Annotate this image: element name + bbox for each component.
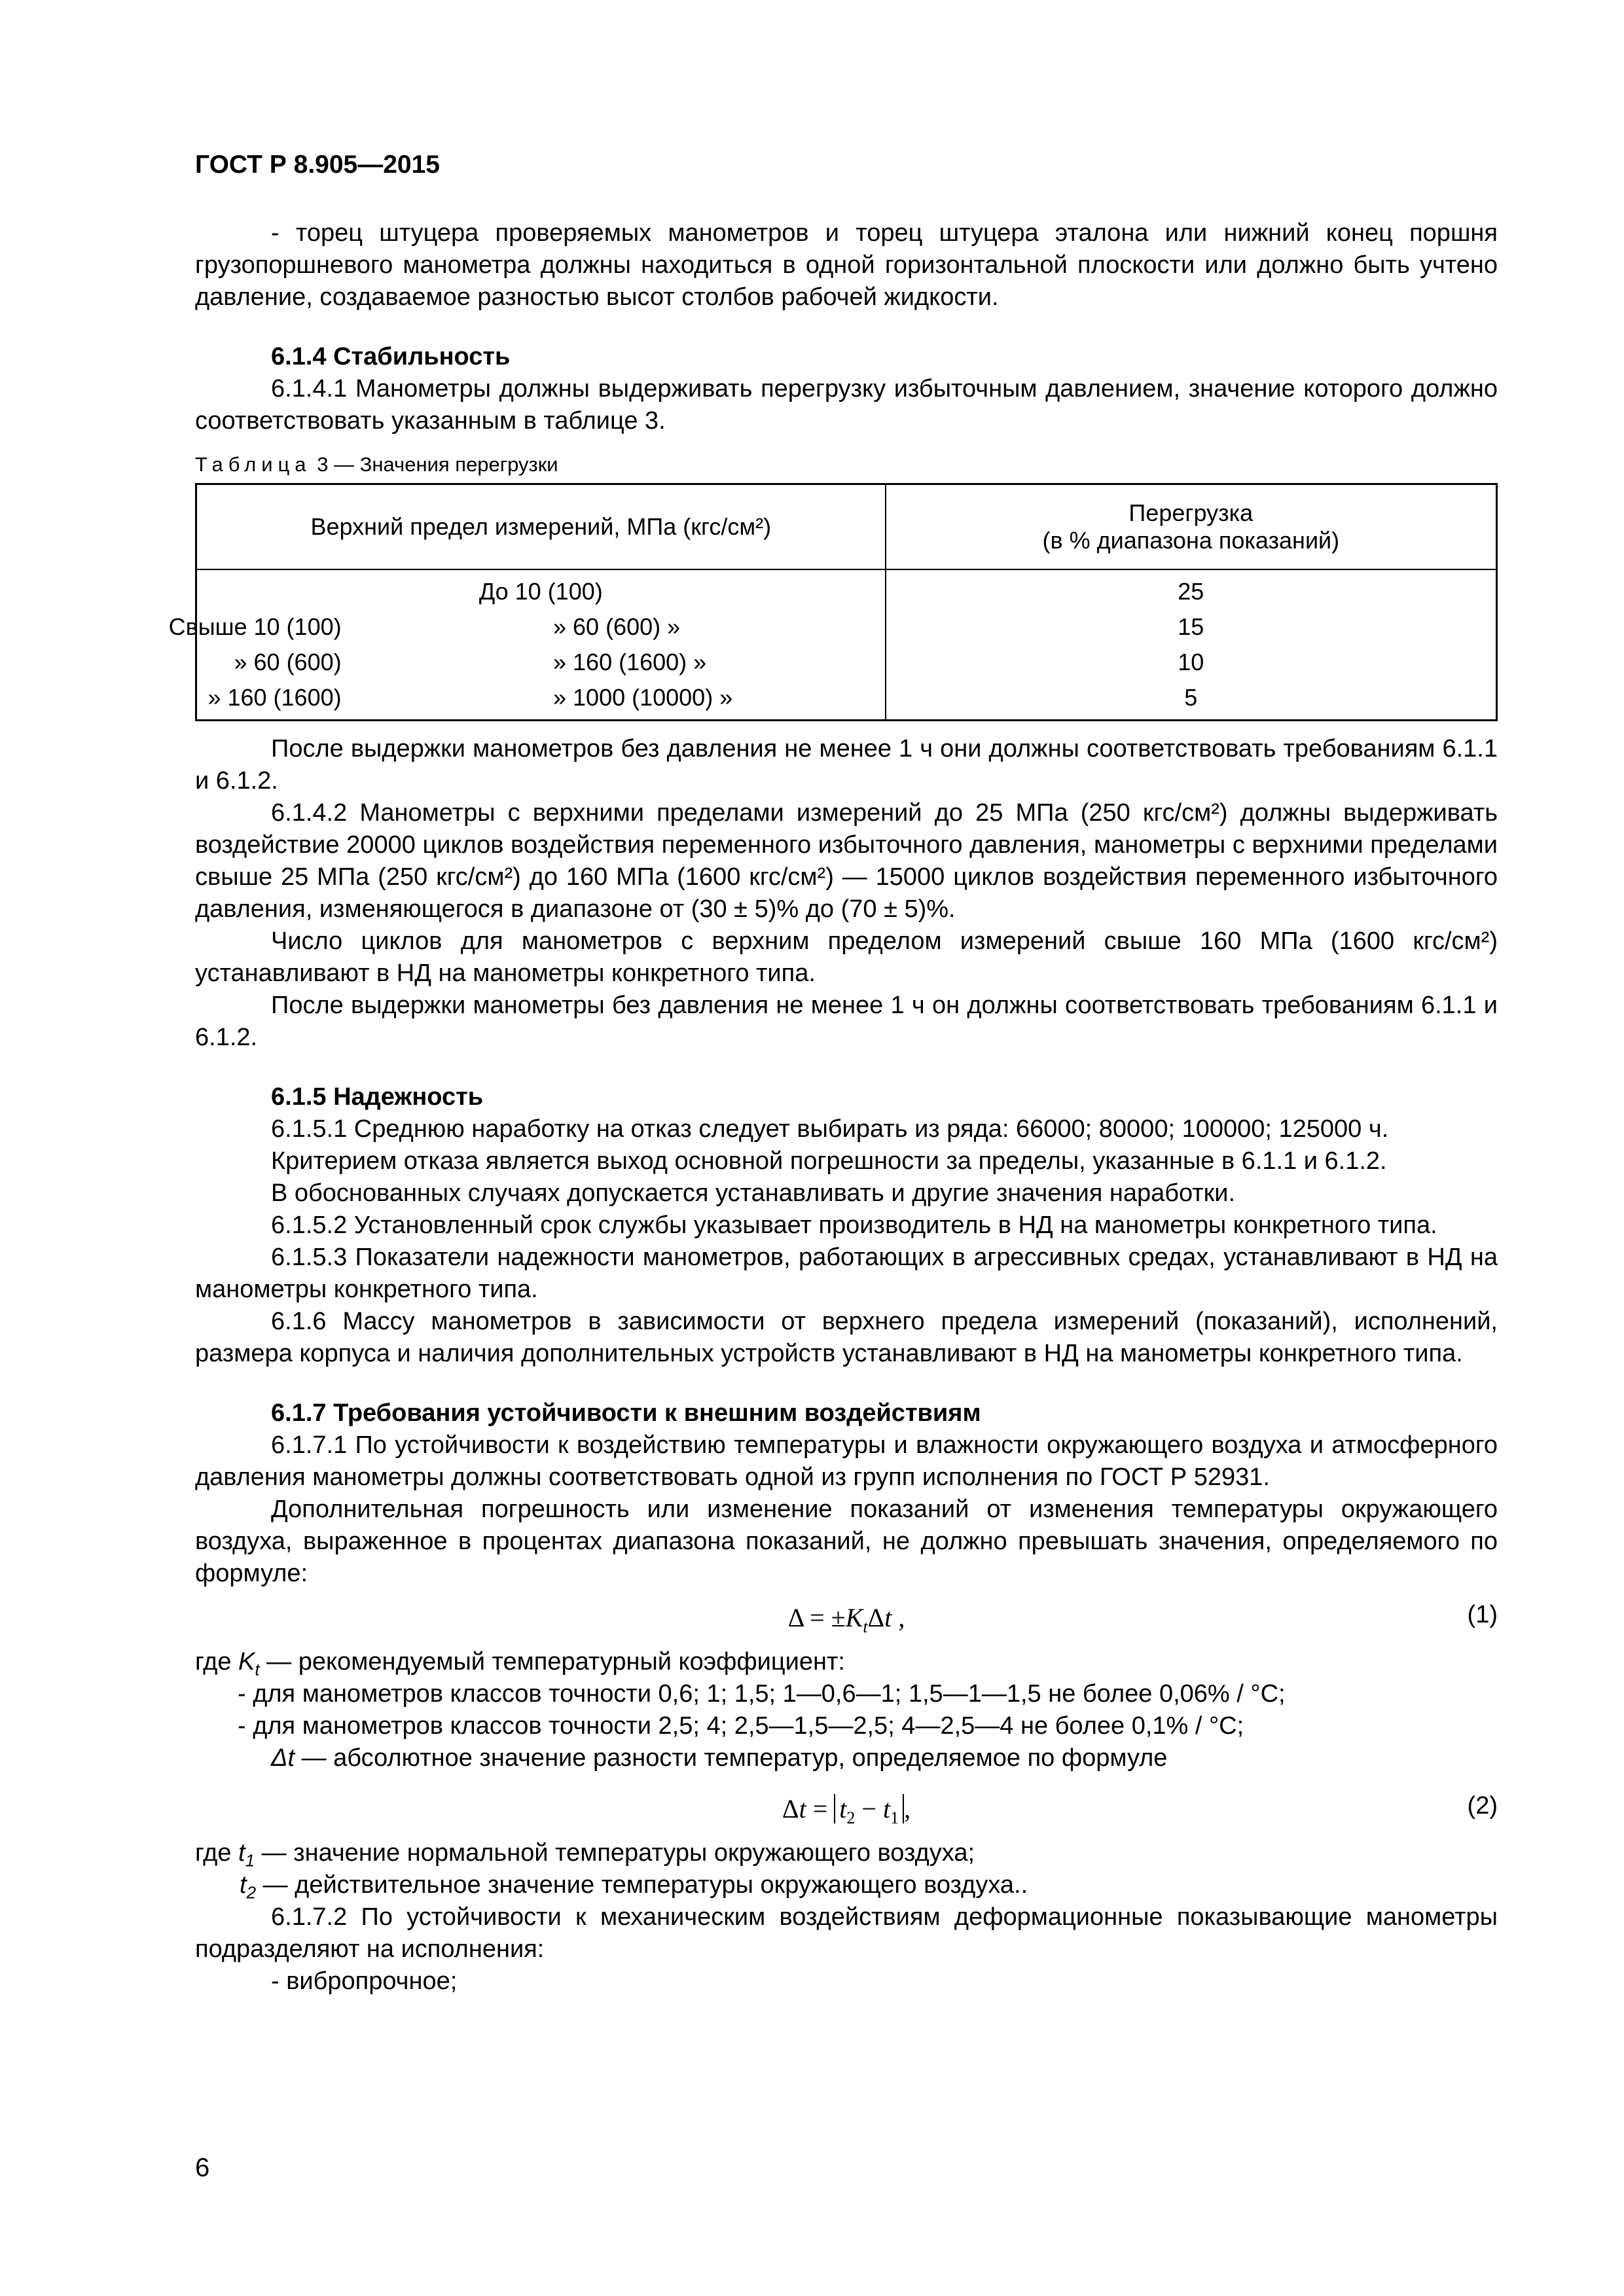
formula-1-number: (1) (1467, 1601, 1498, 1628)
list-item: - для манометров классов точности 0,6; 1; 1,5; 1—0,6—1; 1,5—1—1,5 не более 0,06% / °С; (238, 1680, 1286, 1708)
paragraph-6-1-4-2: 6.1.4.2 Манометры с верхними пределами измерений до 25 МПа (250 кгс/см²) должны выдерживать воздействие 20000 циклов воздействия переменного избыточного давления, манометры с верхними пределами свыше 25 МПа (250 кгс/см²) до 160 МПа (1600 кгс/см²) — 15000 циклов воздействия переменного избыточного давления, изменяющегося в диапазоне от (30 ± 5)% до (70 ± 5)%. (195, 799, 1498, 923)
document-page (168, 151, 1498, 1998)
table-header-overload (886, 484, 1497, 570)
overload-header-line1: Перегрузка (1128, 499, 1254, 526)
kt-symbol: $K_t$ (238, 1648, 260, 1679)
paragraph-6-1-6: 6.1.6 Массу манометров в зависимости от верхнего предела измерений (показаний), исполнений, размера корпуса и наличия дополнительных устройств устанавливают в НД на манометры конкретного типа. (195, 1308, 1498, 1367)
formula-2-number: (2) (1467, 1792, 1498, 1820)
paragraph-6-1-5-2: 6.1.5.2 Установленный срок службы указывает производитель в НД на манометры конкретного типа. (271, 1211, 1437, 1239)
table-3 (168, 483, 1498, 721)
paragraph-6-1-5-1: 6.1.5.1 Среднюю наработку на отказ следует выбирать из ряда: 66000; 80000; 100000; 125000 ч. (271, 1115, 1389, 1143)
dt-description: — абсолютное значение разности температур, определяемое по формуле (295, 1744, 1168, 1772)
formula-2 (195, 1786, 1498, 1832)
paragraph-after-hold: После выдержки манометры без давления не менее 1 ч он должны соответствовать требованиям 6.1.1 и 6.1.2. (195, 992, 1498, 1051)
t2-symbol: $t_2$ (240, 1871, 257, 1903)
formula-1 (195, 1595, 1498, 1641)
page-number: 6 (195, 2153, 210, 2182)
table-caption-label: Таблица (195, 453, 312, 476)
paragraph-6-1-7-1: 6.1.7.1 По устойчивости к воздействию температуры и влажности окружающего воздуха и атмосферного давления манометры должны соответствовать одной из групп исполнения по ГОСТ Р 52931. (195, 1431, 1498, 1491)
paragraph-failure-criterion: Критерием отказа является выход основной погрешности за пределы, указанные в 6.1.1 и 6.1.2. (271, 1147, 1387, 1175)
paragraph-cycles: Число циклов для манометров с верхним пределом измерений свыше 160 МПа (1600 кгс/см²) устанавливают в НД на манометры конкретного типа. (195, 927, 1498, 987)
paragraph-after-table: После выдержки манометров без давления не менее 1 ч они должны соответствовать требованиям 6.1.1 и 6.1.2. (195, 735, 1498, 795)
limit-to: » 60 (600) » (553, 613, 681, 640)
formula-1-expression: $\Delta = \pm K_t\Delta t$ , (787, 1603, 905, 1636)
table-caption-text: 3 — Значения перегрузки (317, 453, 558, 476)
kt-description: — рекомендуемый температурный коэффициент: (259, 1648, 845, 1676)
paragraph-6-1-4-1: 6.1.4.1 Манометры должны выдерживать перегрузку избыточным давлением, значение которого должно соответствовать указанным в таблице 3. (195, 375, 1498, 435)
formula-2-expression: $\Delta t = t_2 - t_1$ , (782, 1794, 911, 1827)
table-header-upper-limit: Верхний предел измерений, МПа (кгс/см²) (196, 484, 886, 570)
limit-to: » 1000 (10000) » (553, 684, 733, 711)
section-6-1-4-heading: 6.1.4 Стабильность (271, 343, 511, 370)
table-row (196, 609, 1497, 645)
section-6-1-7-heading: 6.1.7 Требования устойчивости к внешним воздействиям (271, 1399, 981, 1427)
dt-symbol: Δt (271, 1744, 295, 1772)
where-word: где (195, 1648, 232, 1676)
limit-from: Свыше 10 (100) (168, 613, 342, 640)
intro-paragraph: - торец штуцера проверяемых манометров и торец штуцера эталона или нижний конец поршня грузопоршневого манометра должны находиться в одной горизонтальной плоскости или должно быть учтено давление, создаваемое разностью высот столбов рабочей жидкости. (195, 219, 1498, 311)
paragraph-other-values: В обоснованных случаях допускается устанавливать и другие значения наработки. (271, 1179, 1236, 1207)
t1-description: — значение нормальной температуры окружающего воздуха; (255, 1839, 975, 1867)
table-row (196, 680, 1497, 721)
paragraph-6-1-5-3: 6.1.5.3 Показатели надежности манометров, работающих в агрессивных средах, устанавливают в НД на манометры конкретного типа. (195, 1244, 1498, 1303)
overload-header-line2: (в % диапазона показаний) (1042, 527, 1340, 554)
t1-symbol: $t_1$ (238, 1839, 255, 1871)
document-code: ГОСТ Р 8.905—2015 (195, 151, 440, 179)
where-t2 (195, 1869, 1498, 1901)
where-t1 (195, 1837, 1498, 1869)
where-dt (195, 1742, 1498, 1774)
overload-cell: 25 (1178, 578, 1204, 605)
t2-description: — действительное значение температуры окружающего воздуха.. (256, 1871, 1028, 1899)
limit-from: » 60 (600) (234, 649, 342, 675)
limit-cell: До 10 (100) (478, 578, 603, 605)
limit-to: » 160 (1600) » (553, 649, 707, 675)
limit-from: » 160 (1600) (208, 684, 342, 711)
paragraph-6-1-7-2: 6.1.7.2 По устойчивости к механическим воздействиям деформационные показывающие манометры подразделяют на исполнения: (195, 1903, 1498, 1963)
overload-cell: 15 (1178, 613, 1204, 640)
paragraph-additional-error: Дополнительная погрешность или изменение показаний от изменения температуры окружающего воздуха, выраженное в процентах диапазона показаний, не должно превышать значения, определяемого по формуле: (195, 1496, 1498, 1587)
table-row (196, 645, 1497, 680)
table-3-caption (195, 452, 1498, 478)
list-item-vibro: - вибропрочное; (271, 1967, 458, 1995)
section-6-1-5-heading: 6.1.5 Надежность (271, 1083, 484, 1111)
where-kt (195, 1646, 1498, 1678)
list-item: - для манометров классов точности 2,5; 4; 2,5—1,5—2,5; 4—2,5—4 не более 0,1% / °С; (238, 1712, 1244, 1740)
overload-cell: 5 (1184, 684, 1198, 711)
where-word: где (195, 1839, 232, 1867)
table-row (196, 569, 1497, 609)
overload-cell: 10 (1178, 649, 1204, 675)
